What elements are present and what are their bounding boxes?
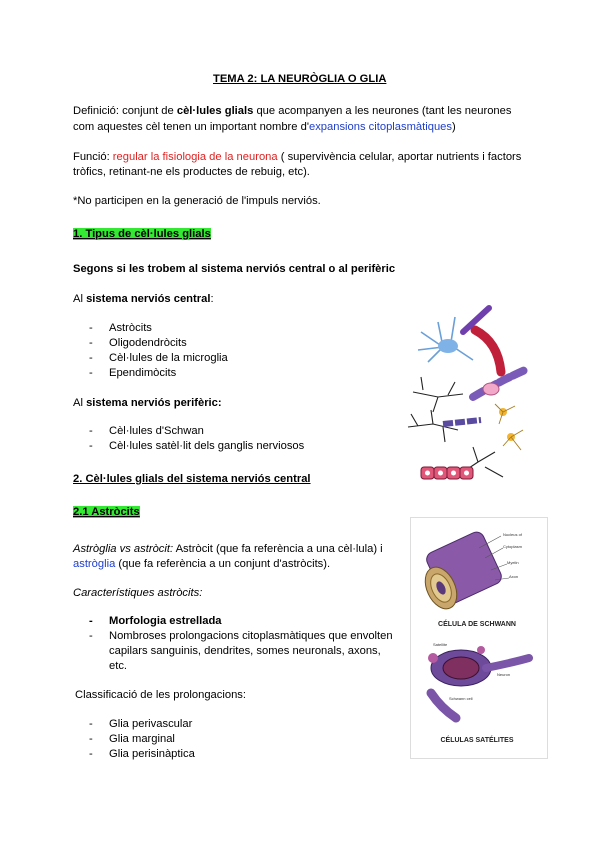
definition-bold: cèl·lules glials (176, 105, 254, 117)
function-line-2: tròfics, retinant-ne els productes de rebuig, etc). (73, 166, 310, 178)
list-item: - Glia marginal (89, 732, 195, 747)
list-item: - Nombroses prolongacions citoplasmàtiques que envolten (89, 629, 393, 644)
function-red: regular la fisiologia de la neurona (112, 151, 278, 163)
function-after: ( supervivència celular, aportar nutrients i factors (277, 151, 522, 163)
satellite-caption: CÉLULAS SATÉLITES (440, 737, 514, 744)
svg-text:Cytoplasm: Cytoplasm (503, 544, 522, 549)
function-line-1 (73, 150, 521, 165)
glial-cells-illustration (403, 302, 531, 497)
schwann-cell-illustration (411, 518, 547, 758)
svg-text:Myelin: Myelin (507, 560, 519, 565)
list-item: - Ependimòcits (89, 366, 228, 381)
central-label: Al sistema nerviós central: (73, 293, 214, 305)
schwann-caption: CÉLULA DE SCHWANN (438, 621, 516, 628)
schwann-satellite-figure (410, 517, 548, 759)
svg-text:Axon: Axon (509, 574, 519, 579)
characteristics-cont-1: capilars sanguinis, dendrites, somes neuronals, axons, (109, 645, 381, 657)
definition-line2-before: com aquestes cèl tenen un important nombre d' (73, 121, 309, 133)
astrocyte-body (438, 339, 458, 353)
characteristics-label: Característiques astròcits: (73, 587, 203, 599)
classification-label: Classificació de les prolongacions: (75, 689, 247, 701)
note: *No participen en la generació de l'impuls nerviós. (73, 195, 321, 207)
svg-text:Satellite: Satellite (433, 642, 448, 647)
central-list (89, 321, 228, 381)
svg-text:Neuron: Neuron (497, 672, 511, 677)
glial-cells-figure (403, 302, 531, 497)
peripheral-list (89, 424, 304, 454)
list-item: - Glia perivascular (89, 717, 195, 732)
function-label: Funció: (73, 151, 113, 163)
definition-label: Definició: conjunt de (73, 105, 177, 117)
characteristics-cont-2: etc. (109, 660, 128, 672)
list-item: - Glia perisinàptica (89, 747, 195, 762)
list-item: - Morfologia estrellada (89, 614, 393, 629)
peripheral-label: Al sistema nerviós perifèric: (73, 397, 222, 409)
section2-1-heading: 2.1 Astròcits (73, 506, 140, 518)
section1-heading: 1. Tipus de cèl·lules glials (73, 228, 211, 240)
ependymal-cells (421, 467, 473, 479)
page-title: TEMA 2: LA NEURÒGLIA O GLIA (213, 73, 387, 85)
definition-link: expansions citoplasmàtiques (308, 121, 453, 133)
definition-line-1 (73, 104, 511, 119)
definition-line2-after: ) (452, 121, 456, 133)
list-item: - Cèl·lules d'Schwan (89, 424, 304, 439)
section1-subheading: Segons si les trobem al sistema nerviós central o al perifèric (73, 263, 396, 275)
astroglia-line-2: astròglia (que fa referència a un conjunt d'astròcits). (73, 558, 331, 570)
list-item: - Cèl·lules de la microglia (89, 351, 228, 366)
svg-text:Nucleus of: Nucleus of (503, 532, 522, 537)
characteristics-list (89, 614, 393, 644)
list-item: - Oligodendròcits (89, 336, 228, 351)
definition-line-2 (73, 120, 456, 135)
list-item: - Cèl·lules satèl·lit dels ganglis nerviosos (89, 439, 304, 454)
svg-text:Schwann cell: Schwann cell (449, 696, 473, 701)
definition-after: que acompanyen a les neurones (tant les neurones (253, 105, 512, 117)
list-item: - Astròcits (89, 321, 228, 336)
section2-heading: 2. Cèl·lules glials del sistema nerviós central (73, 473, 311, 485)
astroglia-line-1: Astròglia vs astròcit: Astròcit (que fa referència a una cèl·lula) i (73, 543, 383, 555)
classification-list (89, 717, 195, 762)
